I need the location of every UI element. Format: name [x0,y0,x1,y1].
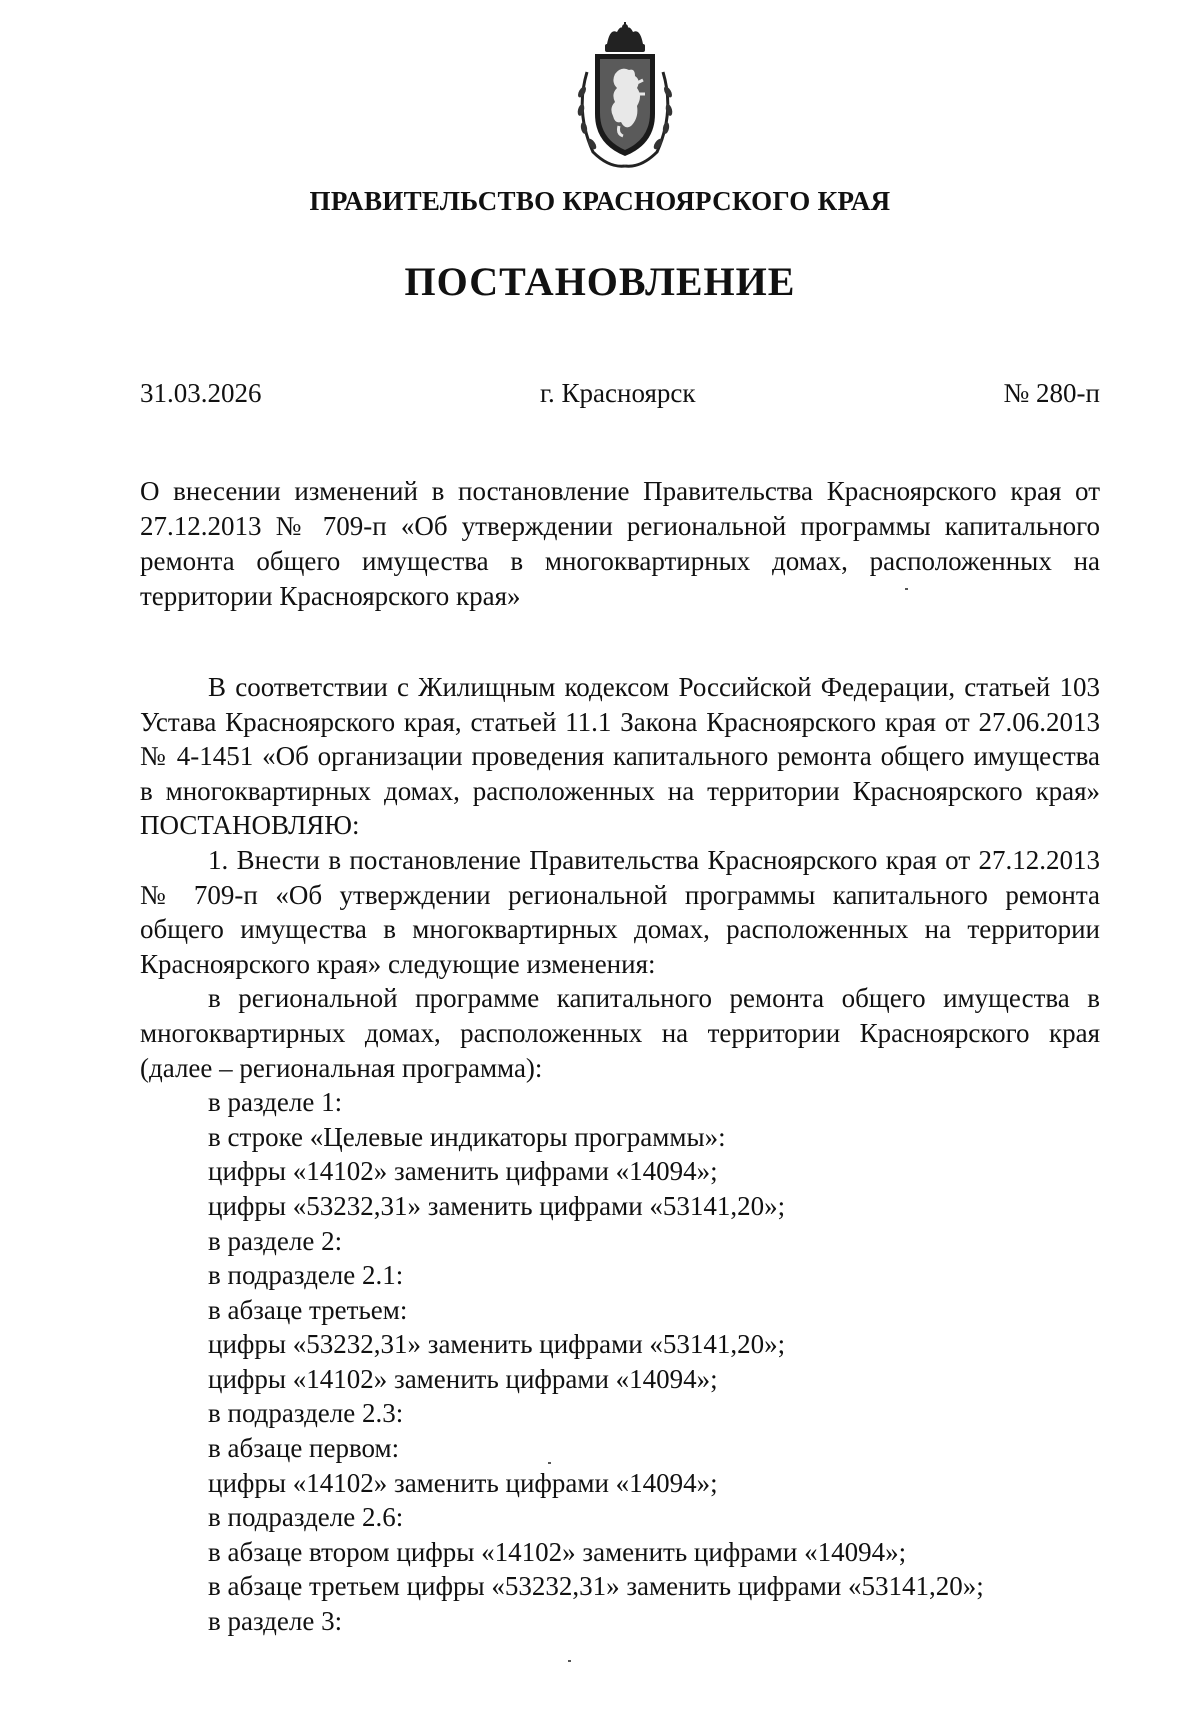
item-1-paragraph: 1. Внести в постановление Правительства Красноярского края от 27.12.2013 № 709-п «Об утверждении региональной программы капитального ремонта общего имущества в многоквартирных домах, расположенных на территории Красноярского края» следующие изменения: [140,844,1100,979]
list-item: в разделе 1: [208,1087,343,1118]
scan-speck [568,1660,571,1662]
document-city: г. Красноярск [540,378,696,408]
scan-speck [548,1462,551,1464]
coat-of-arms-emblem [565,22,685,170]
list-item: в подразделе 2.1: [208,1260,404,1291]
preamble-paragraph: В соответствии с Жилищным кодексом Российской Федерации, статьей 103 Устава Красноярского края, статьей 11.1 Закона Красноярского края от 27.06.2013 № 4-1451 «Об организации проведения капитального ремонта общего имущества в многоквартирных домах, расположенных на территории Красноярского края» ПОСТАНОВЛЯЮ: [140,672,1100,841]
list-item: цифры «53232,31» заменить цифрами «53141,20»; [208,1329,786,1360]
document-type-title: ПОСТАНОВЛЕНИЕ [404,259,796,304]
document-body [140,670,1100,1639]
list-item: в подразделе 2.6: [208,1502,404,1533]
list-item: в разделе 3: [208,1606,343,1637]
list-item: в строке «Целевые индикаторы программы»: [208,1121,726,1152]
list-item: цифры «14102» заменить цифрами «14094»; [208,1363,718,1394]
document-date: 31.03.2026 [140,378,262,408]
list-item: в подразделе 2.3: [208,1398,404,1429]
list-item: в абзаце первом: [208,1433,400,1464]
list-item: в абзаце третьем: [208,1294,408,1325]
list-item: цифры «14102» заменить цифрами «14094»; [208,1467,718,1498]
organization-title: ПРАВИТЕЛЬСТВО КРАСНОЯРСКОГО КРАЯ [309,186,891,216]
document-subject: О внесении изменений в постановление Правительства Красноярского края от 27.12.2013 № 709-п «Об утверждении региональной программы капитального ремонта общего имущества в многоквартирных домах, расположенных на территории Красноярского края» [140,476,1100,611]
list-item: в абзаце втором цифры «14102» заменить цифрами «14094»; [208,1536,907,1567]
item-1-intro-paragraph: в региональной программе капитального ремонта общего имущества в многоквартирных домах, расположенных на территории Красноярского края (далее – региональная программа): [140,983,1100,1083]
list-item: цифры «14102» заменить цифрами «14094»; [208,1156,718,1187]
list-item: в разделе 2: [208,1225,343,1256]
list-item: цифры «53232,31» заменить цифрами «53141,20»; [208,1190,786,1221]
list-item: в абзаце третьем цифры «53232,31» заменить цифрами «53141,20»; [208,1571,984,1602]
scan-speck [905,588,908,590]
document-number: № 280-п [1003,378,1100,408]
